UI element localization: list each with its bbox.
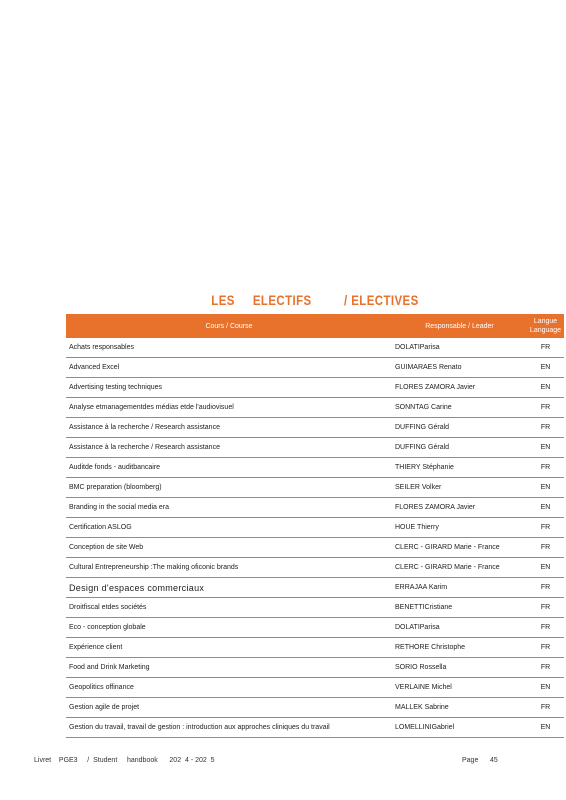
course-cell: Auditde fonds - auditbancaire [66, 458, 392, 478]
table-row [66, 498, 564, 518]
leader-cell: GUIMARAES Renato [392, 358, 527, 378]
language-cell: FR [527, 658, 564, 678]
language-cell: EN [527, 378, 564, 398]
language-cell: FR [527, 598, 564, 618]
language-cell: EN [527, 718, 564, 738]
table-row [66, 638, 564, 658]
leader-cell: FLORES ZAMORA Javier [392, 378, 527, 398]
course-cell: Assistance à la recherche / Research assistance [66, 438, 392, 458]
course-cell: Droitfiscal etdes sociétés [66, 598, 392, 618]
header-language-en: Language [529, 327, 562, 334]
table-row [66, 438, 564, 458]
course-cell: Achats responsables [66, 338, 392, 358]
language-cell: FR [527, 698, 564, 718]
header-language [527, 314, 564, 338]
leader-cell: CLERC - GIRARD Marie - France [392, 558, 527, 578]
language-cell: EN [527, 438, 564, 458]
language-cell: EN [527, 358, 564, 378]
table-row [66, 338, 564, 358]
course-cell: Geopolitics offinance [66, 678, 392, 698]
table-row [66, 598, 564, 618]
leader-cell: LOMELLINIGabriel [392, 718, 527, 738]
leader-cell: MALLEK Sabrine [392, 698, 527, 718]
leader-cell: SEILER Volker [392, 478, 527, 498]
course-cell: Gestion du travail, travail de gestion : introduction aux approches cliniques du travail [66, 718, 392, 738]
leader-cell: ERRAJAA Karim [392, 578, 527, 598]
leader-cell: FLORES ZAMORA Javier [392, 498, 527, 518]
language-cell: FR [527, 578, 564, 598]
leader-cell: THIERY Stéphanie [392, 458, 527, 478]
table-row [66, 358, 564, 378]
leader-cell: RETHORE Christophe [392, 638, 527, 658]
footer-handbook-label: Livret PGE3 / Student handbook 202 4 - 202 5 [34, 757, 215, 764]
table-header-row [66, 314, 564, 338]
course-cell: Cultural Entrepreneurship :The making oficonic brands [66, 558, 392, 578]
language-cell: FR [527, 618, 564, 638]
leader-cell: DUFFING Gérald [392, 418, 527, 438]
leader-cell: SORIO Rossella [392, 658, 527, 678]
table-row [66, 578, 564, 598]
language-cell: EN [527, 498, 564, 518]
language-cell: EN [527, 478, 564, 498]
course-cell: Certification ASLOG [66, 518, 392, 538]
leader-cell: BENETTICristiane [392, 598, 527, 618]
course-cell: Assistance à la recherche / Research assistance [66, 418, 392, 438]
course-cell: Advanced Excel [66, 358, 392, 378]
leader-cell: DOLATIParisa [392, 338, 527, 358]
table-row [66, 678, 564, 698]
language-cell: EN [527, 558, 564, 578]
course-cell: BMC preparation (bloomberg) [66, 478, 392, 498]
language-cell: EN [527, 678, 564, 698]
course-cell: Gestion agile de projet [66, 698, 392, 718]
header-language-fr: Langue [533, 318, 558, 325]
course-cell: Branding in the social media era [66, 498, 392, 518]
leader-cell: DOLATIParisa [392, 618, 527, 638]
table-row [66, 518, 564, 538]
table-row [66, 418, 564, 438]
language-cell: FR [527, 458, 564, 478]
leader-cell: HOUE Thierry [392, 518, 527, 538]
language-cell: FR [527, 638, 564, 658]
leader-cell: DUFFING Gérald [392, 438, 527, 458]
table-row [66, 478, 564, 498]
course-cell: Analyse etmanagementdes médias etde l'audiovisuel [66, 398, 392, 418]
course-cell: Food and Drink Marketing [66, 658, 392, 678]
leader-cell: SONNTAG Carine [392, 398, 527, 418]
language-cell: FR [527, 518, 564, 538]
course-cell: Expérience client [66, 638, 392, 658]
header-leader: Responsable / Leader [392, 314, 527, 338]
course-cell: Advertising testing techniques [66, 378, 392, 398]
language-cell: FR [527, 418, 564, 438]
language-cell: FR [527, 538, 564, 558]
table-row [66, 558, 564, 578]
table-row [66, 618, 564, 638]
course-cell: Design d'espaces commerciaux [66, 578, 392, 598]
leader-cell: CLERC - GIRARD Marie - France [392, 538, 527, 558]
language-cell: FR [527, 338, 564, 358]
table-row [66, 398, 564, 418]
table-row [66, 378, 564, 398]
course-cell: Eco - conception globale [66, 618, 392, 638]
table-row [66, 658, 564, 678]
table-row [66, 698, 564, 718]
electives-table [66, 314, 564, 738]
table-row [66, 718, 564, 738]
leader-cell: VERLAINE Michel [392, 678, 527, 698]
course-cell: Conception de site Web [66, 538, 392, 558]
table-row [66, 458, 564, 478]
footer-page-number: Page 45 [462, 757, 498, 764]
table-row [66, 538, 564, 558]
header-course: Cours / Course [66, 314, 392, 338]
language-cell: FR [527, 398, 564, 418]
page-title: LES ELECTIFS / ELECTIVES [211, 292, 419, 308]
